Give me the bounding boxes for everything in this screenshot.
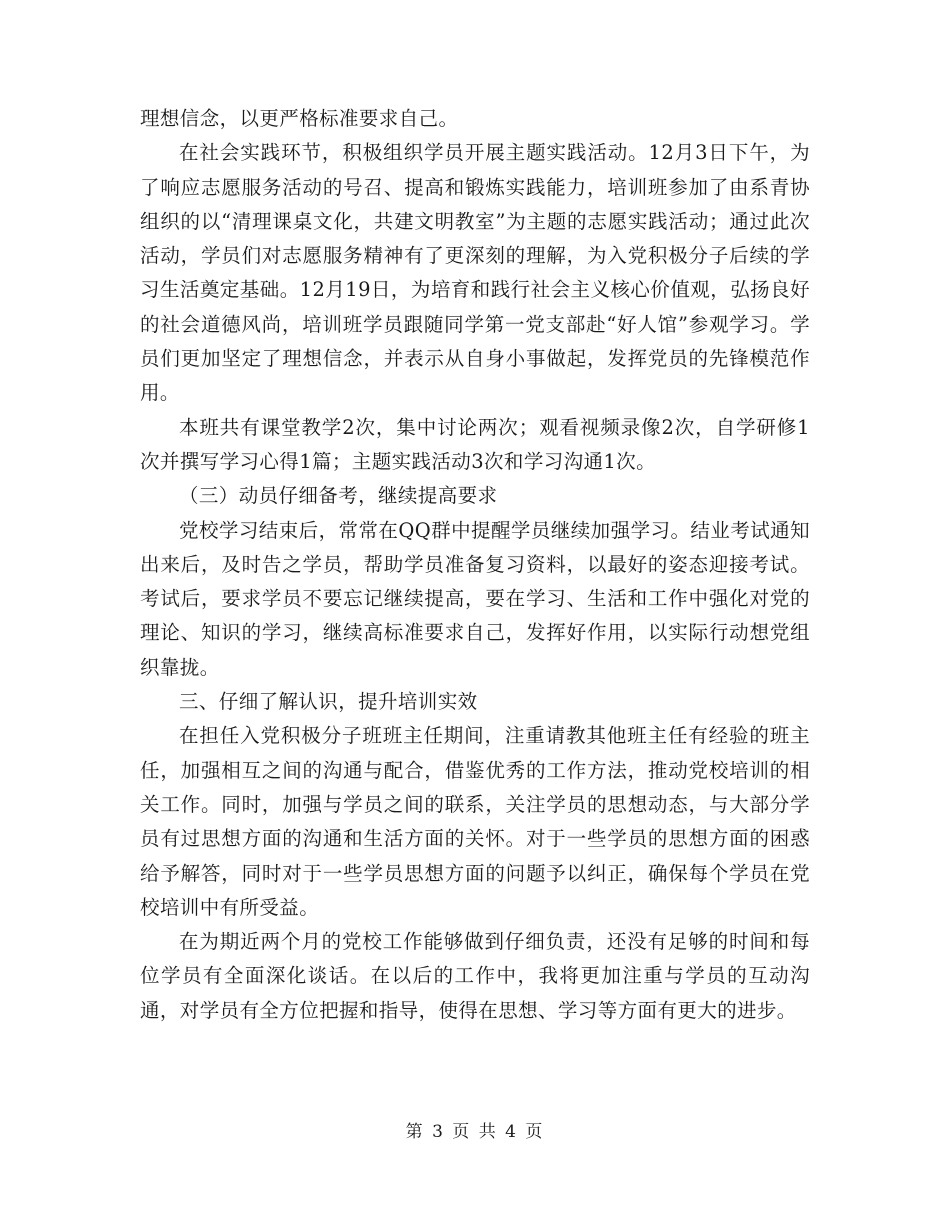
paragraph-continuation: 理想信念，以更严格标准要求自己。 [140,107,459,130]
paragraph-social-practice: 在社会实践环节，积极组织学员开展主题实践活动。12月3日下午，为了响应志愿服务活动的号召、提高和锻炼实践能力，培训班参加了由系青协组织的以“清理课桌文化，共建文明教室”为主题的志愿实践活动；通过此次活动，学员们对志愿服务精神有了更深刻的理解，为入党积极分子后续的学习生活奠定基础。12月19日，为培育和践行社会主义核心价值观，弘扬良好的社会道德风尚，培训班学员跟随同学第一党支部赴“好人馆”参观学习。学员们更加坚定了理想信念，并表示从自身小事做起，发挥党员的先锋模范作用。 [140,141,810,405]
section-heading-exam-prep: （三）动员仔细备考，继续提高要求 [179,484,498,508]
paragraph-exam-prep: 党校学习结束后，常常在QQ群中提醒学员继续加强学习。结业考试通知出来后，及时告之学员，帮助学员准备复习资料，以最好的姿态迎接考试。考试后，要求学员不要忘记继续提高，要在学习、生活和工作中强化对党的理论、知识的学习，继续高标准要求自己，发挥好作用，以实际行动想党组织靠拢。 [140,518,810,679]
paragraph-reflection: 在为期近两个月的党校工作能够做到仔细负责，还没有足够的时间和每位学员有全面深化谈话。在以后的工作中，我将更加注重与学员的互动沟通，对学员有全方位把握和指导，使得在思想、学习等方面有更大的进步。 [140,930,810,1022]
paragraph-class-summary: 本班共有课堂教学2次，集中讨论两次；观看视频录像2次，自学研修1次并撰写学习心得1篇；主题实践活动3次和学习沟通1次。 [140,415,810,473]
paragraph-head-teacher-work: 在担任入党积极分子班班主任期间，注重请教其他班主任有经验的班主任，加强相互之间的沟通与配合，借鉴优秀的工作方法，推动党校培训的相关工作。同时，加强与学员之间的联系，关注学员的思想动态，与大部分学员有过思想方面的沟通和生活方面的关怀。对于一些学员的思想方面的困惑给予解答，同时对于一些学员思想方面的问题予以纠正，确保每个学员在党校培训中有所受益。 [140,724,810,919]
section-heading-training-effect: 三、仔细了解认识，提升培训实效 [179,690,478,714]
page-number-footer: 第 3 页 共 4 页 [405,1122,545,1142]
document-body [140,102,810,1028]
